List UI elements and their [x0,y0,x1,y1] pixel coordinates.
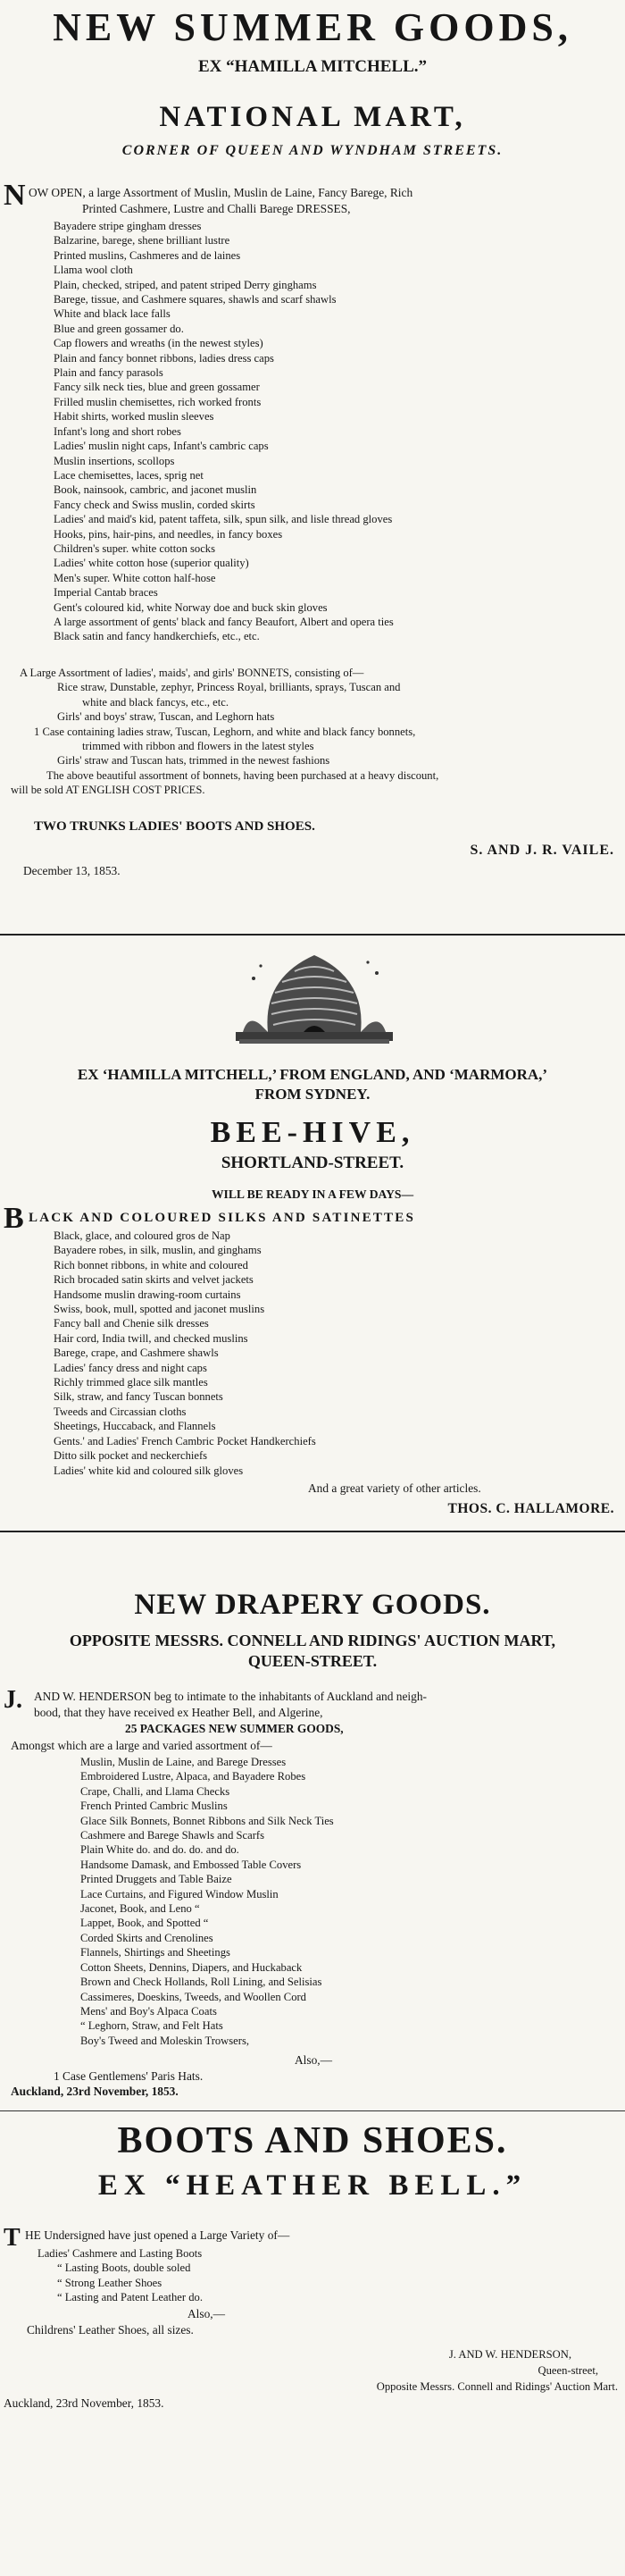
list-item: Printed Druggets and Table Baize [80,1873,232,1886]
list-item: Cashmere and Barege Shawls and Scarfs [80,1829,264,1842]
item-list [54,219,616,644]
list-item: Plain, checked, striped, and patent striped Derry ginghams [54,278,317,291]
lead-line: LACK AND COLOURED SILKS AND SATINETTES [29,1211,415,1225]
ship-name: EX “HAMILLA MITCHELL.” [197,57,427,76]
list-item: Book, nainsook, cambric, and jaconet muslin [54,483,257,497]
childrens-line: Childrens' Leather Shoes, all sizes. [27,2323,194,2337]
list-item: Gent's coloured kid, white Norway doe and buck skin gloves [54,600,328,614]
drop-cap: B [4,1202,24,1235]
case-line: 1 Case Gentlemens' Paris Hats. [54,2069,204,2083]
list-item: “ Lasting and Patent Leather do. [57,2291,203,2304]
list-item: Lace Curtains, and Figured Window Muslin [80,1887,279,1901]
signature-line: J. AND W. HENDERSON, [448,2348,571,2361]
list-item: Rich brocaded satin skirts and velvet jackets [54,1273,254,1287]
national-mart-advertisement [0,0,625,1050]
list-item: Black satin and fancy handkerchiefs, etc., etc. [54,630,260,643]
list-item: Muslin, Muslin de Laine, and Barege Dresses [80,1756,287,1768]
list-item: Men's super. White cotton half-hose [54,571,216,584]
drop-cap: N [4,179,26,212]
list-item: Barege, tissue, and Cashmere squares, shawls and scarf shawls [54,293,337,306]
bonnet-line: The above beautiful assortment of bonnets, having been purchased at a heavy discount, [46,768,439,782]
store-street: SHORTLAND-STREET. [221,1154,404,1172]
list-item: “ Strong Leather Shoes [57,2276,162,2289]
bonnet-line: Girls' straw and Tuscan hats, trimmed in the newest fashions [57,754,330,768]
merchant-signature: THOS. C. HALLAMORE. [447,1501,614,1516]
list-item: Flannels, Shirtings and Sheetings [80,1946,230,1959]
list-item: Corded Skirts and Crenolines [80,1931,213,1944]
list-item: Children's super. white cotton socks [54,541,216,555]
merchant-signature: S. AND J. R. VAILE. [470,843,614,858]
beehive-illustration [234,943,395,1048]
closing-line: And a great variety of other articles. [308,1481,481,1495]
list-item: Handsome muslin drawing-room curtains [54,1288,241,1301]
list-item: Glace Silk Bonnets, Bonnet Ribbons and Silk Neck Ties [80,1814,334,1827]
list-item: French Printed Cambric Muslins [80,1800,228,1813]
list-item: Plain White do. and do. do. and do. [80,1843,239,1857]
bonnet-line: 1 Case containing ladies straw, Tuscan, Leghorn, and white and black fancy bonnets, [34,725,416,738]
intro-line: OW OPEN, a large Assortment of Muslin, Muslin de Laine, Fancy Barege, Rich [29,186,413,199]
item-list [54,1229,616,1478]
bonnet-line: will be sold AT ENGLISH COST PRICES. [11,784,205,797]
list-item: Fancy silk neck ties, blue and green gossamer [54,381,260,394]
list-item: Crape, Challi, and Llama Checks [80,1784,230,1798]
list-item: Richly trimmed glace silk mantles [54,1376,208,1389]
ship-name: EX “HEATHER BELL.” [97,2169,528,2202]
list-item: “ Leghorn, Straw, and Felt Hats [80,2019,223,2033]
list-item: Tweeds and Circassian cloths [54,1405,187,1418]
headline: NEW DRAPERY GOODS. [134,1589,491,1621]
list-item: Hooks, pins, hair-pins, and needles, in fancy boxes [54,527,283,541]
list-item: Black, glace, and coloured gros de Nap [54,1229,230,1242]
list-item: Plain and fancy parasols [54,366,163,380]
list-item: Muslin insertions, scollops [54,454,175,467]
list-item: Lace chemisettes, laces, sprig net [54,468,204,482]
list-item: Llama wool cloth [54,264,133,277]
bonnet-line: Girls' and boys' straw, Tuscan, and Leghorn hats [57,710,275,724]
list-item: Barege, crape, and Cashmere shawls [54,1347,219,1360]
drop-cap: T [4,2224,21,2252]
list-item: Mens' and Boy's Alpaca Coats [80,2004,217,2018]
list-item: Balzarine, barege, shene brilliant lustre [54,234,230,248]
drop-cap: J. [4,1686,22,1714]
list-item: A large assortment of gents' black and fancy Beaufort, Albert and opera ties [54,615,394,628]
list-item: Fancy ball and Chenie silk dresses [54,1317,209,1330]
list-item: Frilled muslin chemisettes, rich worked fronts [54,395,262,408]
list-item: Cap flowers and wreaths (in the newest styles) [54,337,263,350]
boots-and-shoes-advertisement [0,2118,625,2576]
store-name: NATIONAL MART, [159,101,466,133]
list-item: Jaconet, Book, and Leno “ [80,1902,200,1916]
street-line: QUEEN-STREET. [247,1652,378,1670]
list-item: Fancy check and Swiss muslin, corded skirts [54,498,255,511]
store-name: BEE-HIVE, [210,1116,415,1149]
ad-date: Auckland, 23rd November, 1853. [11,2085,179,2098]
list-item: Swiss, book, mull, spotted and jaconet muslins [54,1303,265,1316]
item-list [38,2246,573,2305]
intro-line: AND W. HENDERSON beg to intimate to the inhabitants of Auckland and neigh- [34,1690,427,1703]
list-item: Boy's Tweed and Moleskin Trowsers, [80,2034,250,2047]
intro-line: bood, that they have received ex Heather Bell, and Algerine, [34,1706,323,1719]
store-address: CORNER OF QUEEN AND WYNDHAM STREETS. [121,143,504,158]
list-item: Rich bonnet ribbons, in white and coloured [54,1258,248,1271]
list-item: Ladies' and maid's kid, patent taffeta, silk, spun silk, and lisle thread gloves [54,513,393,526]
signature-line: Queen-street, [538,2364,598,2377]
also-line: Also,— [188,2307,226,2320]
new-drapery-advertisement [0,1589,625,2098]
ready-notice: WILL BE READY IN A FEW DAYS— [211,1187,414,1201]
list-item: “ Lasting Boots, double soled [57,2261,191,2275]
headline: NEW SUMMER GOODS, [53,5,572,49]
list-item: Cassimeres, Doeskins, Tweeds, and Woollen Cord [80,1990,306,2003]
list-item: Printed muslins, Cashmeres and de laines [54,248,241,262]
list-item: Embroidered Lustre, Alpaca, and Bayadere Robes [80,1770,306,1783]
list-item: White and black lace falls [54,307,171,321]
list-item: Ladies' fancy dress and night caps [54,1361,207,1374]
packages-line: 25 PACKAGES NEW SUMMER GOODS, [125,1722,344,1735]
list-item: Brown and Check Hollands, Roll Lining, and Selisias [80,1976,322,1989]
list-item: Bayadere robes, in silk, muslin, and ginghams [54,1244,262,1257]
list-item: Sheetings, Huccaback, and Flannels [54,1420,216,1433]
opposite-line: OPPOSITE MESSRS. CONNELL AND RIDINGS' AUCTION MART, [69,1632,556,1649]
list-item: Plain and fancy bonnet ribbons, ladies dress caps [54,351,274,365]
list-item: Bayadere stripe gingham dresses [54,220,202,232]
bonnet-list [0,666,625,798]
list-item: Ladies' Cashmere and Lasting Boots [38,2247,203,2260]
intro-line: Printed Cashmere, Lustre and Challi Barege DRESSES, [82,202,351,215]
list-item: Imperial Cantab braces [54,586,158,600]
intro-line: HE Undersigned have just opened a Large Variety of— [25,2228,290,2242]
headline: BOOTS AND SHOES. [117,2120,508,2161]
list-item: Infant's long and short robes [54,424,181,438]
list-item: Ladies' muslin night caps, Infant's cambric caps [54,440,269,453]
list-item: Habit shirts, worked muslin sleeves [54,410,214,424]
bonnet-line: trimmed with ribbon and flowers in the latest styles [82,740,314,753]
amongst-line: Amongst which are a large and varied assortment of— [11,1739,272,1752]
bonnet-line: white and black fancys, etc., etc. [82,695,229,709]
list-item: Ditto silk pocket and neckerchiefs [54,1449,208,1463]
bee-hive-advertisement [0,1050,625,1589]
bonnet-line: Rice straw, Dunstable, zephyr, Princess Royal, brilliants, sprays, Tuscan and [57,681,401,694]
list-item: Ladies' white cotton hose (superior quality) [54,557,249,570]
list-item: Gents.' and Ladies' French Cambric Pocket Handkerchiefs [54,1434,316,1447]
also-line: Also,— [295,2053,333,2067]
signature-line: Opposite Messrs. Connell and Ridings' Auction Mart. [376,2380,618,2393]
list-item: Ladies' white kid and coloured silk gloves [54,1464,244,1477]
list-item: Silk, straw, and fancy Tuscan bonnets [54,1390,223,1404]
ship-line: EX ‘HAMILLA MITCHELL,’ FROM ENGLAND, AND ‘MARMORA,’ [77,1066,548,1083]
ad-date: December 13, 1853. [23,864,121,877]
list-item: Blue and green gossamer do. [54,322,184,335]
list-item: Handsome Damask, and Embossed Table Covers [80,1858,302,1871]
list-item: Lappet, Book, and Spotted “ [80,1917,209,1930]
ship-line: FROM SYDNEY. [254,1086,371,1103]
list-item: Cotton Sheets, Dennins, Diapers, and Huckaback [80,1960,303,1974]
item-list [80,1755,616,2048]
ad-date: Auckland, 23rd November, 1853. [4,2396,164,2410]
list-item: Hair cord, India twill, and checked muslins [54,1331,248,1345]
trunks-notice: TWO TRUNKS LADIES' BOOTS AND SHOES. [34,819,315,834]
bonnet-line: A Large Assortment of ladies', maids', and girls' BONNETS, consisting of— [20,667,364,679]
